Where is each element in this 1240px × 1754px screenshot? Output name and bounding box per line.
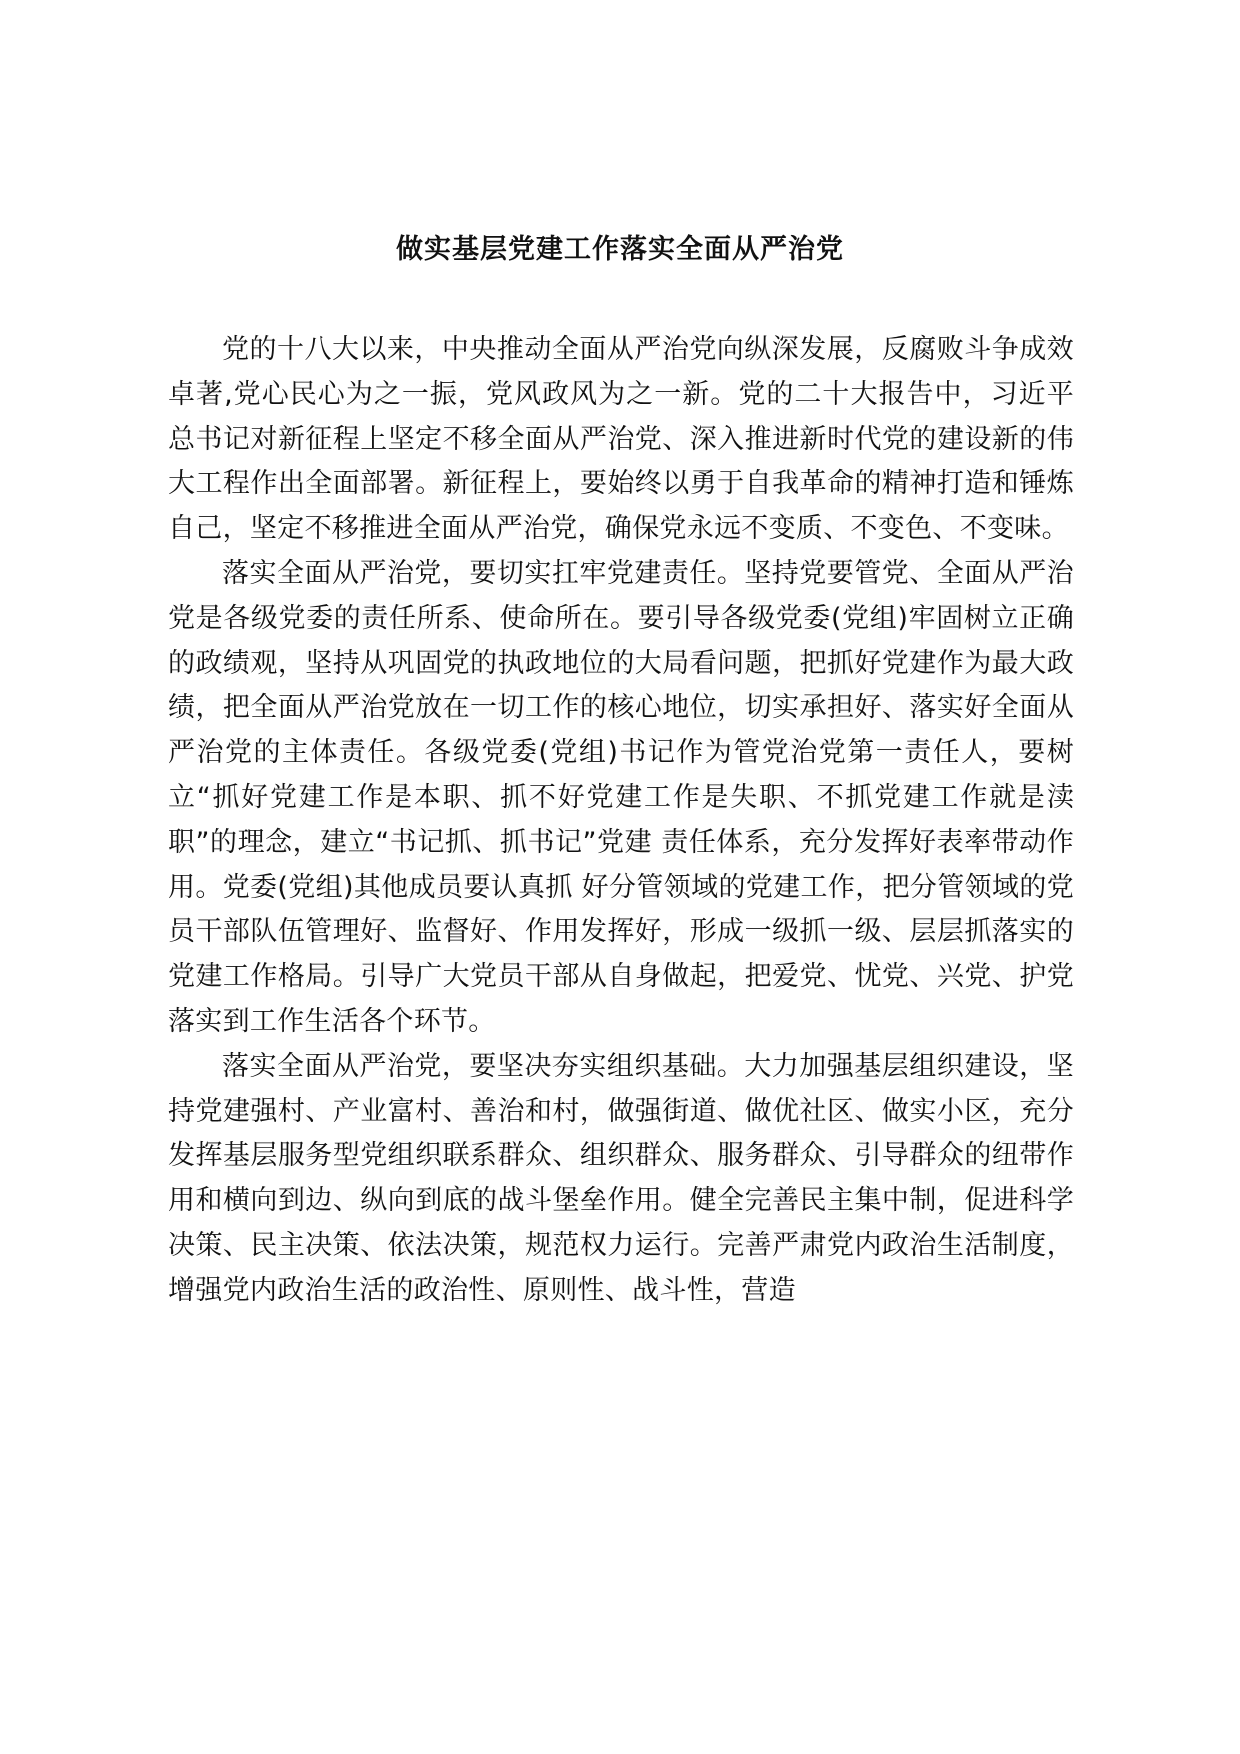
paragraph-3: 落实全面从严治党，要坚决夯实组织基础。大力加强基层组织建设，坚持党建强村、产业富村、善治和村，做强街道、做优社区、做实小区，充分发挥基层服务型党组织联系群众、组织群众、服务群众、引导群众的纽带作用和横向到边、纵向到底的战斗堡垒作用。健全完善民主集中制，促进科学决策、民主决策、依法决策，规范权力运行。完善严肃党内政治生活制度，增强党内政治生活的政治性、原则性、战斗性，营造	[168, 1050, 1074, 1306]
paragraph-2: 落实全面从严治党，要切实扛牢党建责任。坚持党要管党、全面从严治党是各级党委的责任所系、使命所在。要引导各级党委(党组)牢固树立正确的政绩观，坚持从巩固党的执政地位的大局看问题，把抓好党建作为最大政绩，把全面从严治党放在一切工作的核心地位，切实承担好、落实好全面从严治党的主体责任。各级党委(党组)书记作为管党治党第一责任人，要树立“抓好党建工作是本职、抓不好党建工作是失职、不抓党建工作就是渎职”的理念，建立“书记抓、抓书记”党建 责任体系，充分发挥好表率带动作用。党委(党组)其他成员要认真抓 好分管领域的党建工作，把分管领域的党员干部队伍管理好、监督好、作用发挥好，形成一级抓一级、层层抓落实的党建工作格局。引导广大党员干部从自身做起，把爱党、忧党、兴党、护党落实到工作生活各个环节。	[168, 557, 1074, 1037]
document-body	[168, 328, 1074, 1314]
document-title: 做实基层党建工作落实全面从严治党	[396, 234, 844, 265]
paragraph-1: 党的十八大以来，中央推动全面从严治党向纵深发展，反腐败斗争成效卓著,党心民心为之一振，党风政风为之一新。党的二十大报告中，习近平总书记对新征程上坚定不移全面从严治党、深入推进新时代党的建设新的伟大工程作出全面部署。新征程上，要始终以勇于自我革命的精神打造和锤炼自己，坚定不移推进全面从严治党，确保党永远不变质、不变色、不变味。	[168, 334, 1074, 545]
